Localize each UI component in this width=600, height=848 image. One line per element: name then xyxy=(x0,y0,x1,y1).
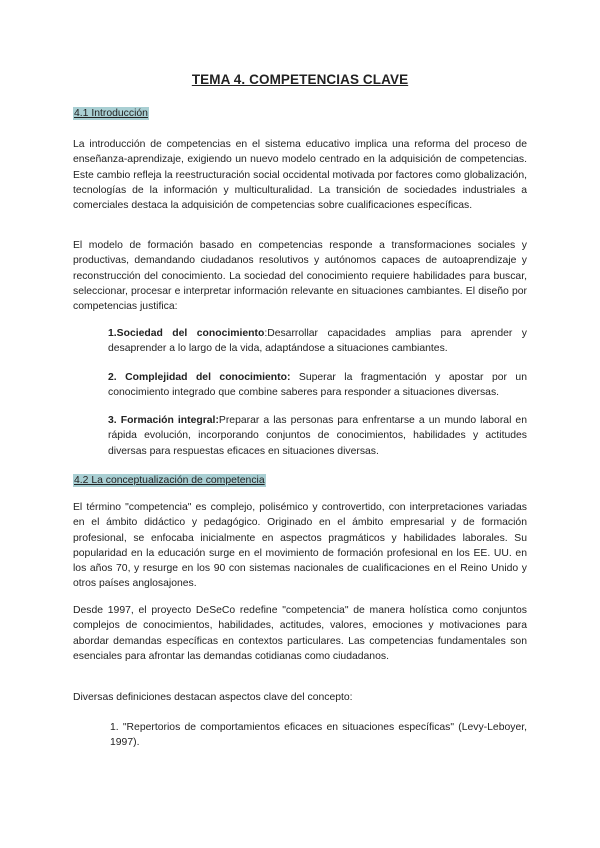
section-heading-conceptualizacion: 4.2 La conceptualización de competencia xyxy=(74,475,265,486)
justification-item-2 xyxy=(108,370,527,401)
item-title: 3. Formación integral: xyxy=(108,415,219,426)
item-text: Superar la fragmentación y apostar por un conocimiento integrado que combine saberes para responder a situaciones diversas. xyxy=(108,372,527,399)
item-title: 2. Complejidad del conocimiento: xyxy=(108,372,291,383)
concept-paragraph-1: El término "competencia" es complejo, polisémico y controvertido, con interpretaciones variadas en el ámbito didáctico y pedagógico. Originado en el ámbito empresarial y de formación profesional, se enfocaba inicialmente en aspectos pragmáticos y habilidades laborales. Su popularidad en la educación surge en el movimiento de formación profesional en los EE. UU. en los años 70, y resurge en los 90 con sistemas nacionales de cualificaciones en el Reino Unido y otros países anglosajones. xyxy=(73,502,527,590)
section-heading-introduccion: 4.1 Introducción xyxy=(74,108,148,119)
intro-paragraph-1: La introducción de competencias en el sistema educativo implica una reforma del proceso de enseñanza-aprendizaje, exigiendo un nuevo modelo centrado en la adquisición de competencias. Este cambio refleja la reestructuración social occidental motivada por factores como globalización, tecnologías de la información y multiculturalidad. La transición de sociedades industriales a comerciales destaca la adquisición de competencias sobre cualificaciones específicas. xyxy=(73,139,527,212)
item-title: 1.Sociedad del conocimiento xyxy=(108,328,265,339)
intro-paragraph-2: El modelo de formación basado en competencias responde a transformaciones sociales y productivas, demandando ciudadanos resolutivos y autónomos capaces de autoaprendizaje y reconstrucción del conocimiento. La sociedad del conocimiento requiere habilidades para buscar, seleccionar, procesar e interpretar información relevante en situaciones cambiantes. El diseño por competencias justifica: xyxy=(73,240,527,313)
item-text: Preparar a las personas para enfrentarse a un mundo laboral en rápida evolución, incorporando conjuntos de conocimientos, habilidades y actitudes diversas para respuestas eficaces en situaciones diversas. xyxy=(108,415,527,457)
definition-list-item: 1. "Repertorios de comportamientos eficaces en situaciones específicas" (Levy-Leboyer, 1997). xyxy=(110,722,527,749)
page-title: TEMA 4. COMPETENCIAS CLAVE xyxy=(191,72,409,87)
concept-paragraph-3: Diversas definiciones destacan aspectos clave del concepto: xyxy=(73,692,353,703)
justification-item-1 xyxy=(108,326,527,357)
concept-paragraph-2: Desde 1997, el proyecto DeSeCo redefine "competencia" de manera holística como conjuntos complejos de conocimientos, habilidades, actitudes, valores, emociones y motivaciones para abordar demandas específicas en contextos particulares. Las competencias fundamentales son esenciales para afrontar las demandas cotidianas como ciudadanos. xyxy=(73,605,527,662)
item-text: :Desarrollar capacidades amplias para aprender y desaprender a lo largo de la vida, adaptándose a situaciones cambiantes. xyxy=(108,328,527,355)
justification-item-3 xyxy=(108,413,527,459)
